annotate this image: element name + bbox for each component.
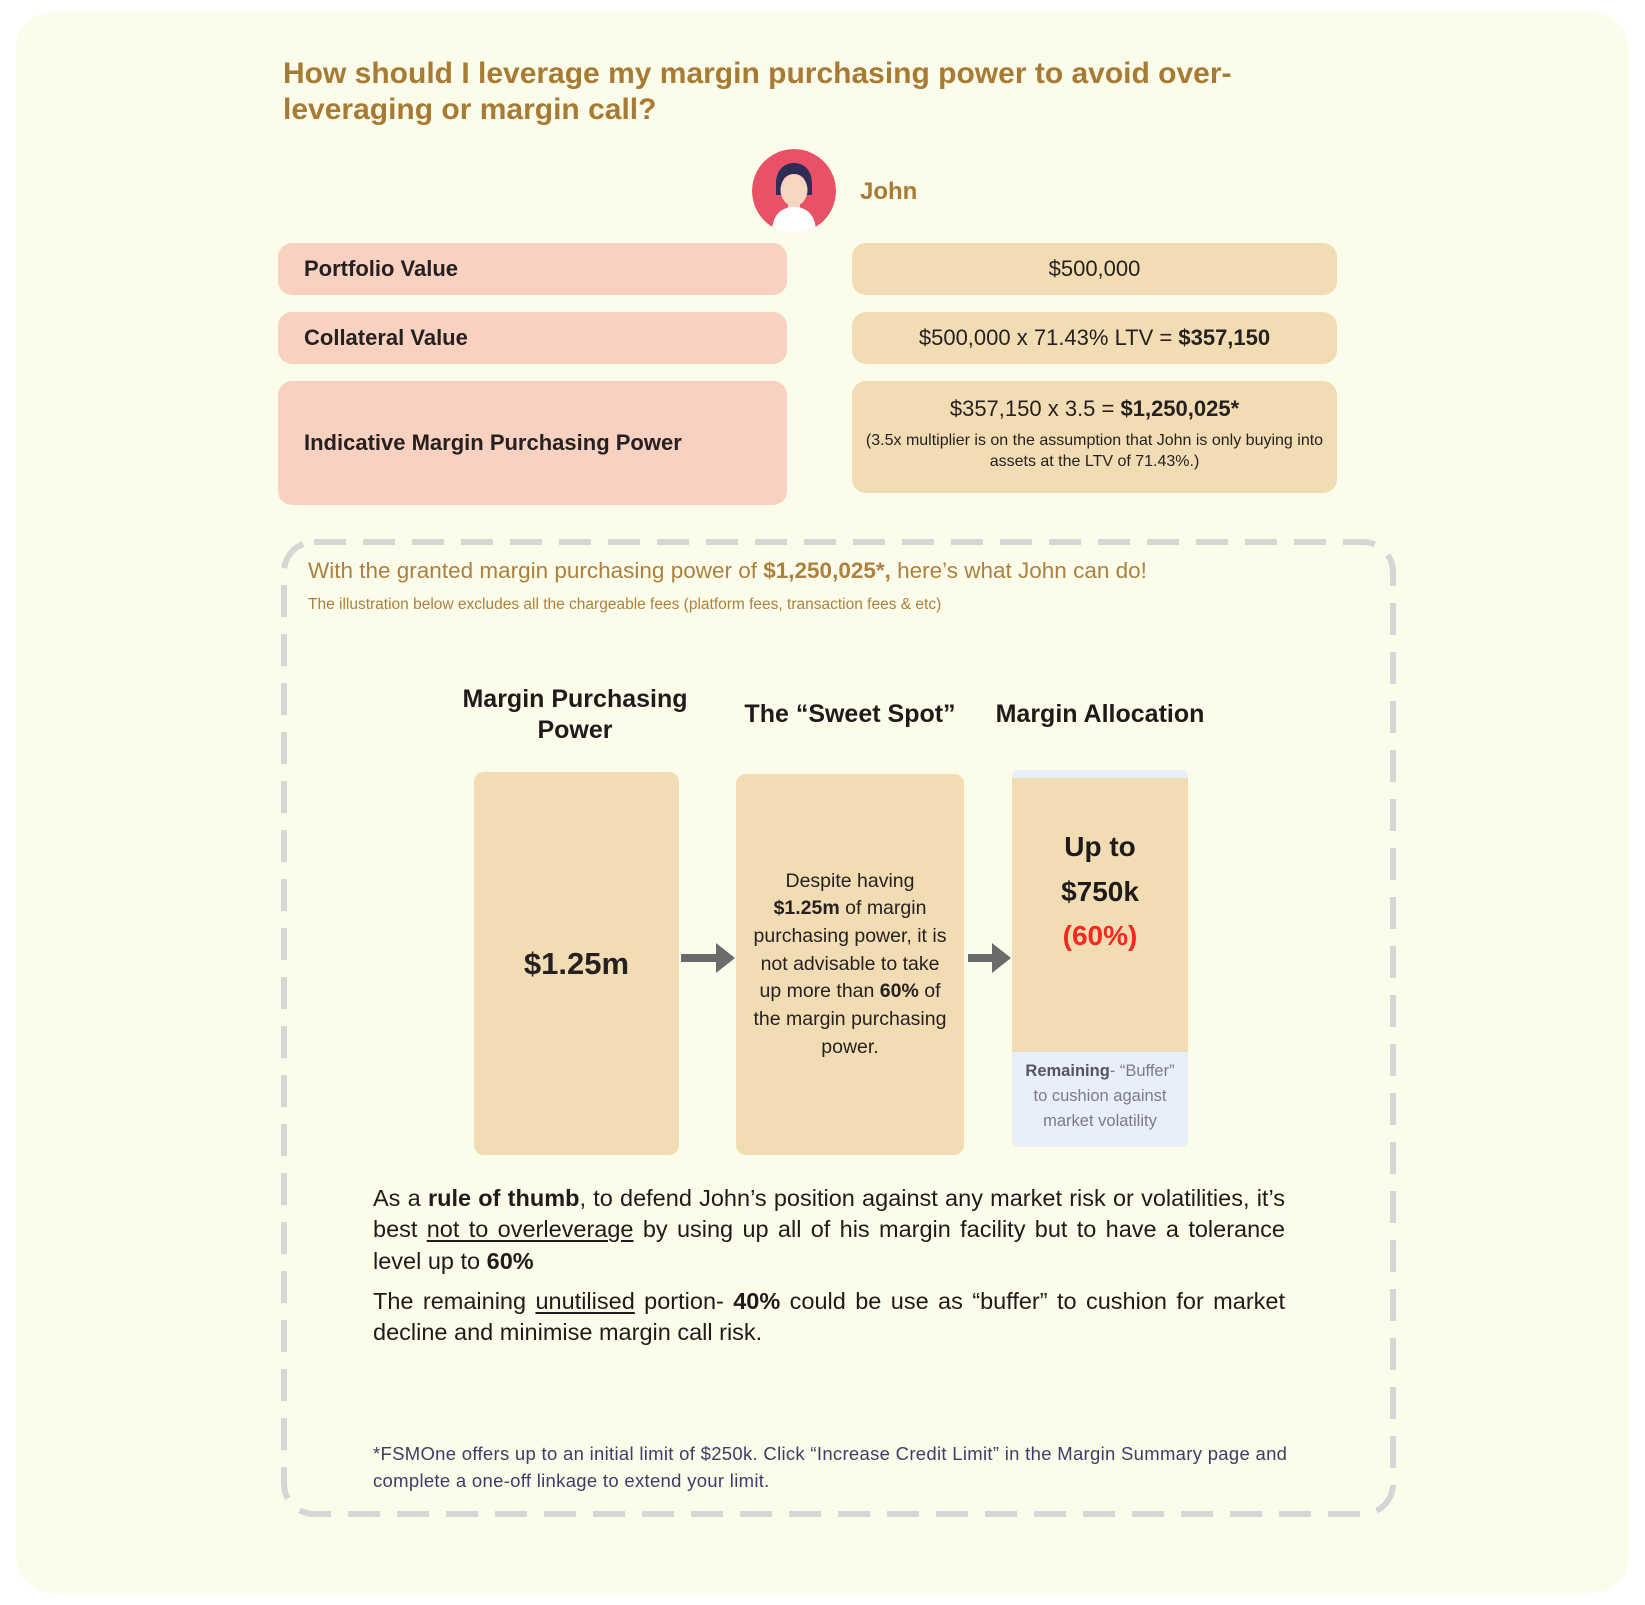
- rule-of-thumb-paragraph: [373, 1183, 1285, 1277]
- p2-bold1: 40%: [733, 1288, 781, 1314]
- sweet-spot-part1: Despite having: [785, 869, 915, 892]
- margin-power-formula-prefix: $357,150 x 3.5 =: [949, 396, 1121, 421]
- buffer-note-rest: - “Buffer” to cushion against market volatility: [1033, 1062, 1175, 1130]
- margin-power-note: (3.5x multiplier is on the assumption that John is only buying into assets at the LTV of 71.43%.): [865, 432, 1324, 470]
- p1-part1: As a: [373, 1185, 428, 1211]
- collateral-value-formula: [852, 312, 1337, 364]
- collateral-formula-result: $357,150: [1178, 325, 1271, 350]
- allocation-amount-line2: $750k: [1061, 875, 1139, 907]
- panel-heading: [308, 558, 1147, 584]
- panel-heading-amount: $1,250,025*,: [763, 558, 891, 583]
- margin-power-label: [278, 381, 787, 505]
- collateral-value-label: [278, 312, 787, 364]
- page-title: How should I leverage my margin purchasing power to avoid over-leveraging or margin call?: [283, 57, 1232, 126]
- buffer-note-bold: Remaining: [1025, 1062, 1110, 1080]
- panel-heading-prefix: With the granted margin purchasing power of: [308, 558, 764, 583]
- allocation-percent: (60%): [1062, 920, 1138, 952]
- p2-part2: portion-: [634, 1288, 734, 1314]
- collateral-formula-prefix: $500,000 x 71.43% LTV =: [918, 325, 1179, 350]
- margin-allocation-box: [1012, 778, 1188, 1052]
- margin-power-formula-result: $1,250,025*: [1120, 396, 1240, 421]
- p2-part1: The remaining: [373, 1288, 536, 1314]
- arrow-right-icon: [968, 954, 993, 962]
- p1-underline1: not to overleverage: [426, 1216, 634, 1243]
- column-header-margin-purchasing-power: Margin Purchasing Power: [462, 685, 688, 744]
- p1-bold1: rule of thumb: [427, 1185, 580, 1211]
- p1-bold2: 60%: [486, 1247, 534, 1274]
- collateral-value-label-text: Collateral Value: [304, 325, 468, 350]
- person-name: John: [860, 178, 918, 205]
- margin-power-label-text: Indicative Margin Purchasing Power: [304, 430, 682, 455]
- portfolio-value-label: [278, 243, 787, 295]
- portfolio-value-amount-text: $500,000: [1048, 256, 1141, 281]
- sweet-spot-box: [736, 774, 964, 1155]
- sweet-spot-part3: of the margin purchasing power.: [753, 980, 947, 1058]
- buffer-paragraph: [373, 1286, 1285, 1349]
- margin-power-row: [278, 381, 1337, 505]
- collateral-value-row: [278, 312, 1337, 364]
- sweet-spot-text: [750, 868, 950, 1062]
- margin-power-formula-text: [950, 396, 1239, 422]
- buffer-note: [1012, 1059, 1188, 1133]
- panel-heading-suffix: here’s what John can do!: [890, 558, 1147, 583]
- p1-part2: , to defend John’s position against any market risk or volatilities, it’s best: [373, 1185, 1285, 1243]
- portfolio-value-label-text: Portfolio Value: [304, 256, 459, 281]
- margin-purchasing-power-amount: $1.25m: [523, 945, 630, 981]
- p2-part3: could be use as “buffer” to cushion for market decline and minimise margin call risk.: [373, 1288, 1285, 1346]
- person-avatar-icon: [752, 149, 836, 233]
- column-header-sweet-spot: The “Sweet Spot”: [744, 700, 956, 728]
- portfolio-value-row: [278, 243, 1337, 295]
- sweet-spot-part2: of margin purchasing power, it is not advisable to take up more than: [753, 897, 947, 1003]
- illustration-panel: [280, 538, 1397, 1518]
- p2-underline1: unutilised: [535, 1288, 635, 1314]
- panel-subnote: The illustration below excludes all the chargeable fees (platform fees, transaction fees & etc): [308, 596, 942, 613]
- margin-purchasing-power-box: [474, 772, 679, 1155]
- collateral-value-formula-text: [919, 325, 1270, 351]
- p1-part3: by using up all of his margin facility but to have a tolerance level up to: [373, 1216, 1285, 1274]
- sweet-spot-bold1: $1.25m: [773, 897, 840, 920]
- portfolio-value-amount: [852, 243, 1337, 295]
- arrow-right-icon: [681, 954, 717, 962]
- margin-allocation-buffer-box: [1012, 770, 1188, 1147]
- summary-table: [278, 243, 1337, 522]
- allocation-amount-line1: Up to: [1064, 830, 1136, 862]
- column-header-margin-allocation: Margin Allocation: [995, 700, 1205, 728]
- fsmone-footnote: *FSMOne offers up to an initial limit of $250k. Click “Increase Credit Limit” in the Margin Summary page and complete a one-off linkage to extend your limit.: [373, 1443, 1288, 1491]
- sweet-spot-bold2: 60%: [879, 980, 919, 1003]
- margin-power-formula: [852, 381, 1337, 493]
